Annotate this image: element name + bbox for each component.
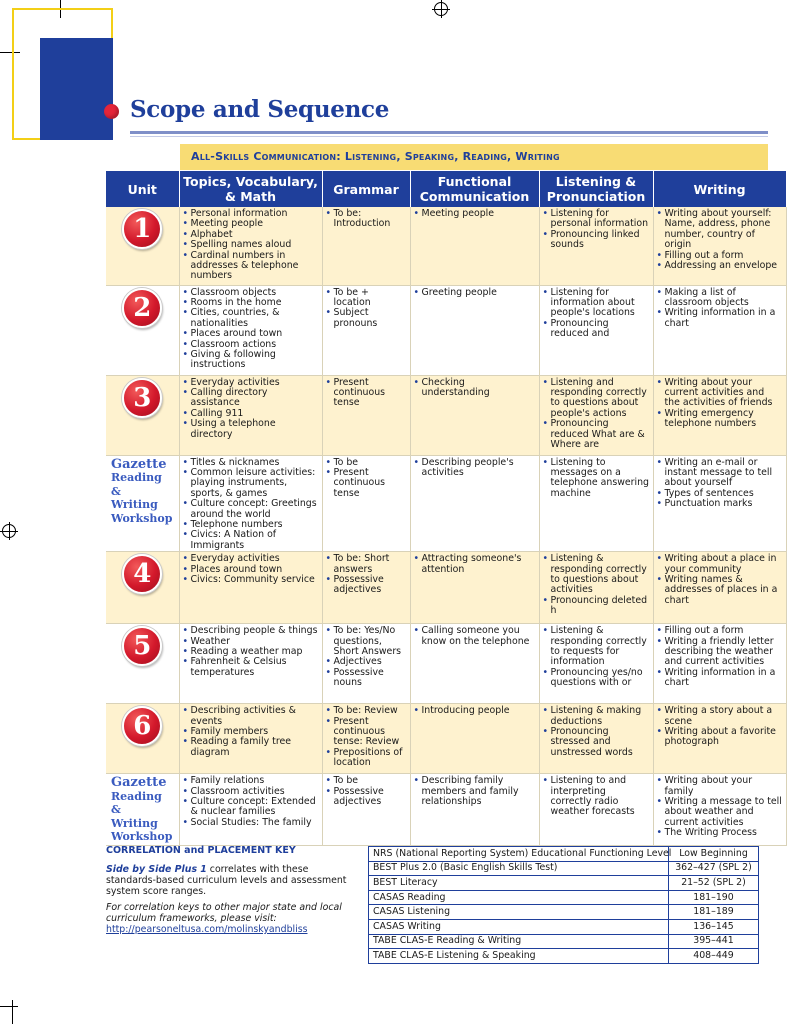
writing-cell [653,704,786,774]
table-row [106,207,786,285]
table-header-row [106,171,786,207]
writing-cell [653,285,786,375]
list-item: • Describing activities & events [183,706,319,727]
list-item: • Writing names & addresses of places in a chart [657,575,783,606]
list-item: • Personal information [183,209,319,219]
list-item: • Weather [183,637,319,647]
table-row [106,704,786,774]
list-item: • To be: Yes/No questions, Short Answers [326,626,407,657]
list-item: • Writing about your current activities and the activities of friends [657,378,783,409]
topics-cell [179,774,322,846]
assessment-name: BEST Literacy [369,876,669,891]
list-item: • Calling 911 [183,409,319,419]
score-range: Low Beginning [669,847,759,862]
gazette-line: Reading & [111,471,162,498]
list-item: • Writing about yourself: Name, address, phone number, country of origin [657,209,783,251]
bullet-list [414,626,536,647]
list-item: • Making a list of classroom objects [657,288,783,309]
list-item: • Pronouncing reduced and [543,319,650,340]
list-item: • Listening & responding correctly to questions about activities [543,554,650,596]
topics-cell [179,455,322,552]
list-item: • Calling directory assistance [183,388,319,409]
list-item: • To be [326,776,407,786]
unit-number-badge: 5 [122,626,162,666]
list-item: • Fahrenheit & Celsius temperatures [183,657,319,678]
writing-cell [653,207,786,285]
registration-mark-icon [2,524,16,538]
list-item: • Classroom activities [183,787,319,797]
nrs-table [368,846,759,964]
score-range: 181–190 [669,890,759,905]
title-bullet-icon [104,104,119,119]
assessment-name: TABE CLAS-E Listening & Speaking [369,949,669,964]
list-item: • Punctuation marks [657,499,783,509]
grammar-cell [322,285,410,375]
registration-mark-icon [434,2,448,16]
list-item: • Reading a weather map [183,647,319,657]
list-item: • Introducing people [414,706,536,716]
unit-number-badge: 4 [122,554,162,594]
bullet-list [414,378,536,399]
list-item: • Listening for information about people's locations [543,288,650,319]
listening-cell [539,207,653,285]
list-item: • Writing information in a chart [657,308,783,329]
list-item: • Listening for personal information [543,209,650,230]
grammar-cell [322,704,410,774]
gazette-label [109,458,176,526]
unit-cell [106,285,179,375]
bullet-list [414,458,536,479]
table-row [106,285,786,375]
gazette-line: Gazette [111,775,167,791]
listening-cell [539,285,653,375]
unit-cell [106,704,179,774]
listening-cell [539,774,653,846]
list-item: • To be: Introduction [326,209,407,230]
topics-cell [179,375,322,455]
grammar-cell [322,774,410,846]
nrs-row [369,876,759,891]
bullet-list [326,378,407,409]
list-item: • Culture concept: Extended & nuclear families [183,797,319,818]
functional-cell [410,285,539,375]
assessment-name: CASAS Writing [369,919,669,934]
grammar-cell [322,624,410,704]
bullet-list [414,706,536,716]
gazette-line: Gazette [111,456,167,472]
bullet-list [543,554,650,616]
list-item: • Pronouncing linked sounds [543,230,650,251]
list-item: • Reading a family tree diagram [183,737,319,758]
unit-cell [106,207,179,285]
list-item: • To be: Review [326,706,407,716]
score-range: 408–449 [669,949,759,964]
column-header: Topics, Vocabulary, & Math [179,171,322,207]
unit-cell [106,375,179,455]
list-item: • Writing emergency telephone numbers [657,409,783,430]
gazette-line: Writing [111,498,158,511]
topics-cell [179,624,322,704]
bullet-list [183,288,319,371]
list-item: • Writing a friendly letter describing the weather and current activities [657,637,783,668]
listening-cell [539,704,653,774]
list-item: • Pronouncing stressed and unstressed words [543,727,650,758]
list-item: • Everyday activities [183,554,319,564]
topics-cell [179,704,322,774]
list-item: • Attracting someone's attention [414,554,536,575]
list-item: • Common leisure activities: playing instruments, sports, & games [183,468,319,499]
list-item: • Types of sentences [657,489,783,499]
listening-cell [539,552,653,624]
functional-cell [410,207,539,285]
bullet-list [326,458,407,500]
column-header: Functional Communication [410,171,539,207]
functional-cell [410,624,539,704]
list-item: • Prepositions of location [326,748,407,769]
list-item: • Classroom actions [183,340,319,350]
list-item: • To be [326,458,407,468]
list-item: • Present continuous tense [326,378,407,409]
gazette-line: Workshop [111,511,173,525]
nrs-row [369,949,759,964]
score-range: 362–427 (SPL 2) [669,861,759,876]
bullet-list [657,209,783,271]
list-item: • Addressing an envelope [657,261,783,271]
unit-cell [106,455,179,552]
assessment-name: CASAS Reading [369,890,669,905]
list-item: • Writing about a place in your community [657,554,783,575]
topics-cell [179,552,322,624]
page-title: Scope and Sequence [130,96,390,123]
bullet-list [657,554,783,606]
list-item: • Culture concept: Greetings around the world [183,499,319,520]
list-item: • Present continuous tense [326,468,407,499]
scope-table [106,171,787,846]
list-item: • Listening and responding correctly to questions about people's actions [543,378,650,420]
bullet-list [414,776,536,807]
list-item: • Possessive adjectives [326,787,407,808]
score-range: 395–441 [669,934,759,949]
unit-cell [106,552,179,624]
list-item: • Spelling names aloud [183,240,319,250]
functional-cell [410,774,539,846]
nrs-row [369,905,759,920]
list-item: • Describing people & things [183,626,319,636]
list-item: • Civics: Community service [183,575,319,585]
unit-number-badge: 2 [122,288,162,328]
bullet-list [543,378,650,451]
correlation-paragraph [106,864,356,897]
list-item: • Telephone numbers [183,520,319,530]
decorative-block [40,38,113,140]
assessment-name: CASAS Listening [369,905,669,920]
list-item: • Writing a message to tell about weather and current activities [657,797,783,828]
correlation-link[interactable]: http://pearsoneltusa.com/molinskyandbliss [106,924,308,935]
correlation-note: For correlation keys to other major state and local curriculum frameworks, please visit: [106,902,342,924]
bullet-list [183,706,319,758]
list-item: • Meeting people [183,219,319,229]
list-item: • To be: Short answers [326,554,407,575]
bullet-list [657,626,783,688]
bullet-list [326,209,407,230]
bullet-list [183,626,319,678]
bullet-list [543,288,650,340]
bullet-list [543,209,650,251]
writing-cell [653,455,786,552]
column-header: Grammar [322,171,410,207]
column-header: Listening & Pronunciation [539,171,653,207]
list-item: • Filling out a form [657,251,783,261]
list-item: • Pronouncing yes/no questions with or [543,668,650,689]
list-item: • Possessive adjectives [326,575,407,596]
column-header: Writing [653,171,786,207]
unit-number-badge: 3 [122,378,162,418]
list-item: • Family members [183,727,319,737]
bullet-list [543,458,650,500]
list-item: • Listening & responding correctly to requests for information [543,626,650,668]
grammar-cell [322,375,410,455]
list-item: • Family relations [183,776,319,786]
writing-cell [653,375,786,455]
bullet-list [543,706,650,758]
functional-cell [410,375,539,455]
list-item: • Calling someone you know on the telephone [414,626,536,647]
bullet-list [183,458,319,552]
list-item: • Places around town [183,565,319,575]
list-item: • Meeting people [414,209,536,219]
writing-cell [653,624,786,704]
bullet-list [183,776,319,828]
bullet-list [414,554,536,575]
bullet-list [657,458,783,510]
bullet-list [183,209,319,282]
list-item: • Describing people's activities [414,458,536,479]
table-row [106,624,786,704]
list-item: • Present continuous tense: Review [326,717,407,748]
list-item: • Writing a story about a scene [657,706,783,727]
bullet-list [414,288,536,298]
bullet-list [414,209,536,219]
list-item: • Writing an e-mail or instant message to tell about yourself [657,458,783,489]
score-range: 181–189 [669,905,759,920]
list-item: • Filling out a form [657,626,783,636]
list-item: • Rooms in the home [183,298,319,308]
title-divider [130,131,768,134]
list-item: • Places around town [183,329,319,339]
title-divider [130,136,768,137]
bullet-list [657,288,783,330]
bullet-list [657,776,783,838]
assessment-name: NRS (National Reporting System) Educational Functioning Level [369,847,669,862]
gazette-line: Writing [111,816,158,830]
correlation-text: correlates with these standards-based curriculum levels and assessment system score ranges. [106,864,347,897]
writing-cell [653,552,786,624]
listening-cell [539,624,653,704]
bullet-list [183,554,319,585]
topics-cell [179,207,322,285]
bullet-list [326,626,407,688]
bullet-list [326,288,407,330]
column-header: Unit [106,171,179,207]
gazette-line: Reading & [111,789,162,817]
list-item: • The Writing Process [657,828,783,838]
gazette-line: Workshop [111,830,173,844]
functional-cell [410,704,539,774]
list-item: • Subject pronouns [326,308,407,329]
list-item: • Listening to and interpreting correctly radio weather forecasts [543,776,650,818]
list-item: • Giving & following instructions [183,350,319,371]
writing-cell [653,774,786,846]
list-item: • Pronouncing deleted h [543,596,650,617]
crop-mark [12,1000,13,1024]
table-row [106,455,786,552]
unit-number-badge: 6 [122,706,162,746]
list-item: • Alphabet [183,230,319,240]
correlation-heading: CORRELATION and PLACEMENT KEY [106,845,296,856]
bullet-list [326,776,407,807]
list-item: • Cardinal numbers in addresses & telephone numbers [183,251,319,282]
table-row [106,552,786,624]
list-item: • Cities, countries, & nationalities [183,308,319,329]
crop-mark [0,1006,18,1007]
list-item: • Titles & nicknames [183,458,319,468]
nrs-row [369,890,759,905]
bullet-list [543,626,650,688]
assessment-name: BEST Plus 2.0 (Basic English Skills Test) [369,861,669,876]
table-row [106,375,786,455]
list-item: • Social Studies: The family [183,818,319,828]
nrs-row [369,919,759,934]
topics-cell [179,285,322,375]
bullet-list [657,378,783,430]
list-item: • Everyday activities [183,378,319,388]
nrs-row [369,847,759,862]
functional-cell [410,552,539,624]
list-item: • Pronouncing reduced What are & Where are [543,419,650,450]
list-item: • Adjectives [326,657,407,667]
list-item: • Writing information in a chart [657,668,783,689]
list-item: • Greeting people [414,288,536,298]
functional-cell [410,455,539,552]
list-item: • Describing family members and family relationships [414,776,536,807]
list-item: • To be + location [326,288,407,309]
listening-cell [539,375,653,455]
bullet-list [543,776,650,818]
grammar-cell [322,207,410,285]
list-item: • Listening & making deductions [543,706,650,727]
bullet-list [326,706,407,768]
bullet-list [183,378,319,440]
grammar-cell [322,455,410,552]
list-item: • Civics: A Nation of Immigrants [183,530,319,551]
list-item: • Writing about your family [657,776,783,797]
bullet-list [657,706,783,748]
grammar-cell [322,552,410,624]
list-item: • Checking understanding [414,378,536,399]
list-item: • Using a telephone directory [183,419,319,440]
nrs-row [369,934,759,949]
gazette-label [109,776,176,844]
unit-cell [106,774,179,846]
table-row [106,774,786,846]
list-item: • Classroom objects [183,288,319,298]
section-heading: All-Skills Communication: Listening, Speaking, Reading, Writing [191,150,560,163]
assessment-name: TABE CLAS-E Reading & Writing [369,934,669,949]
bullet-list [326,554,407,596]
list-item: • Writing about a favorite photograph [657,727,783,748]
unit-cell [106,624,179,704]
book-name: Side by Side Plus 1 [106,864,207,875]
unit-number-badge: 1 [122,209,162,249]
score-range: 136–145 [669,919,759,934]
score-range: 21–52 (SPL 2) [669,876,759,891]
list-item: • Possessive nouns [326,668,407,689]
nrs-row [369,861,759,876]
listening-cell [539,455,653,552]
list-item: • Listening to messages on a telephone answering machine [543,458,650,500]
